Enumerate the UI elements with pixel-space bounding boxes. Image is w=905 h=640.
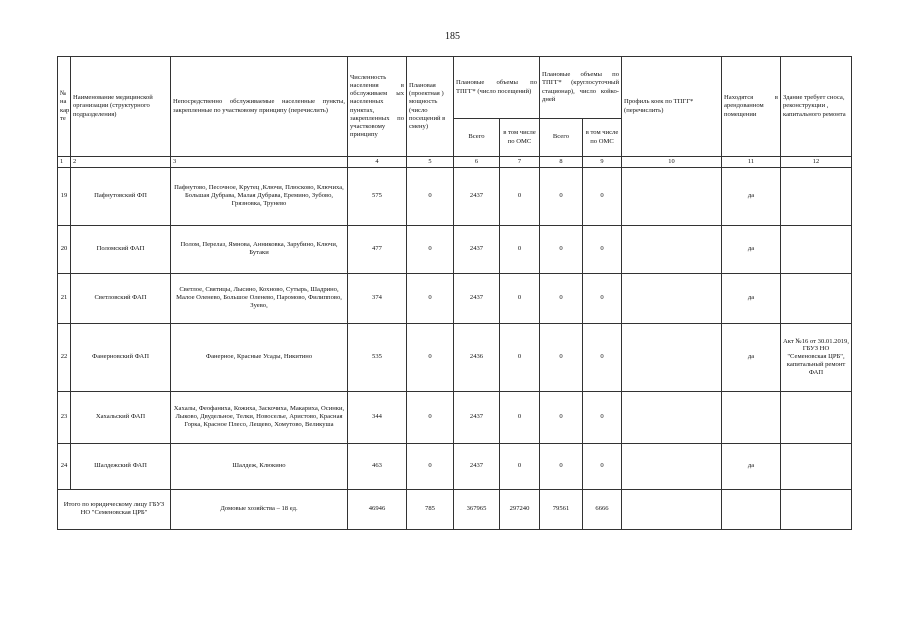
- total-bed-profile: [622, 489, 722, 529]
- beds-total: 0: [540, 273, 583, 323]
- beds-oms: 0: [583, 167, 622, 225]
- row-number: 23: [58, 391, 71, 443]
- visits-total: 2437: [454, 391, 500, 443]
- total-settlements: Домовые хозяйства – 18 ед.: [171, 489, 348, 529]
- settlements: Шалдеж, Клюкино: [171, 443, 348, 489]
- org-name: Хахальский ФАП: [71, 391, 171, 443]
- visits-oms: 0: [500, 443, 540, 489]
- settlements: Пафнутово, Песочное, Крутец ,Ключи, Плюсково, Ключиха, Большая Дубрава, Малая Дубрава, Еремино, Зубово, Грязновка, Трунево: [171, 167, 348, 225]
- rented: да: [722, 225, 781, 273]
- capacity: 0: [407, 273, 454, 323]
- header-capacity: Плановая (проектная ) мощность (число посещений в смену): [407, 57, 454, 157]
- total-beds-oms: 6666: [583, 489, 622, 529]
- bed-profile: [622, 323, 722, 391]
- visits-oms: 0: [500, 225, 540, 273]
- page-number: 185: [445, 31, 460, 42]
- row-number: 19: [58, 167, 71, 225]
- beds-total: 0: [540, 225, 583, 273]
- population: 575: [348, 167, 407, 225]
- population: 477: [348, 225, 407, 273]
- org-name: Шалдежский ФАП: [71, 443, 171, 489]
- capacity: 0: [407, 225, 454, 273]
- column-number: 8: [540, 157, 583, 168]
- capacity: 0: [407, 391, 454, 443]
- beds-total: 0: [540, 391, 583, 443]
- settlements: Фанерное, Красные Усады, Никитино: [171, 323, 348, 391]
- total-beds-total: 79561: [540, 489, 583, 529]
- table-row: [58, 167, 852, 225]
- bed-profile: [622, 391, 722, 443]
- visits-oms: 0: [500, 273, 540, 323]
- population: 344: [348, 391, 407, 443]
- total-visits-oms: 297240: [500, 489, 540, 529]
- column-number: 12: [781, 157, 852, 168]
- visits-total: 2437: [454, 443, 500, 489]
- settlements: Светлое, Святицы, Лысино, Кохново, Сутырь, Шадрино, Малое Оленево, Большое Оленево, Паромово, Филиппово, Зуево,: [171, 273, 348, 323]
- column-number: 10: [622, 157, 722, 168]
- total-repair: [781, 489, 852, 529]
- total-rented: [722, 489, 781, 529]
- header-beds-volume: Плановые объемы по ТПГГ* (круглосуточный стационар), число койко-дней: [540, 57, 622, 119]
- capacity: 0: [407, 323, 454, 391]
- column-number: 3: [171, 157, 348, 168]
- repair-note: [781, 225, 852, 273]
- column-number: 9: [583, 157, 622, 168]
- settlements: Полом, Перелаз, Ямнова, Анниковка, Зарубино, Ключи, Бутаки: [171, 225, 348, 273]
- beds-oms: 0: [583, 273, 622, 323]
- settlements: Хахалы, Феофаниха, Кожиха, Заскочиха, Макариха, Осинки, Лыково, Двудельное, Телки, Новоселье, Аристово, Красная Горка, Красное Плесо, Лещево, Хомутово, Великуша: [171, 391, 348, 443]
- visits-total: 2437: [454, 273, 500, 323]
- beds-oms: 0: [583, 443, 622, 489]
- beds-total: 0: [540, 443, 583, 489]
- repair-note: [781, 391, 852, 443]
- header-repair: Здание требует сноса, реконструкции , капитального ремонта: [781, 57, 852, 157]
- bed-profile: [622, 443, 722, 489]
- table-row: [58, 273, 852, 323]
- beds-oms: 0: [583, 391, 622, 443]
- org-name: Пафнутовский ФП: [71, 167, 171, 225]
- header-beds-oms: в том числе по ОМС: [583, 119, 622, 157]
- row-number: 22: [58, 323, 71, 391]
- beds-total: 0: [540, 323, 583, 391]
- beds-oms: 0: [583, 323, 622, 391]
- column-number: 7: [500, 157, 540, 168]
- visits-total: 2437: [454, 225, 500, 273]
- header-settlements: Непосредственно обслуживаемые населенные пункты, закрепленные по участковому принципу (перечислить): [171, 57, 348, 157]
- org-name: Фанерновский ФАП: [71, 323, 171, 391]
- column-number: 6: [454, 157, 500, 168]
- table-row: [58, 225, 852, 273]
- total-capacity: 785: [407, 489, 454, 529]
- repair-note: Акт №16 от 30.01.2019, ГБУЗ НО "Семеновская ЦРБ", капитальный ремонт ФАП: [781, 323, 852, 391]
- header-visits-oms: в том числе по ОМС: [500, 119, 540, 157]
- row-number: 24: [58, 443, 71, 489]
- bed-profile: [622, 273, 722, 323]
- visits-total: 2437: [454, 167, 500, 225]
- row-number: 20: [58, 225, 71, 273]
- header-bed-profile: Профиль коек по ТПГГ* (перечислить): [622, 57, 722, 157]
- visits-oms: 0: [500, 323, 540, 391]
- rented: [722, 391, 781, 443]
- column-number: 2: [71, 157, 171, 168]
- org-name: Поломский ФАП: [71, 225, 171, 273]
- rented: да: [722, 443, 781, 489]
- header-org-name: Наименование медицинской организации (структурного подразделения): [71, 57, 171, 157]
- header-population: Численность населения в обслуживаем ых населенных пунктах, закрепленных по участковому принципу: [348, 57, 407, 157]
- header-visits-volume: Плановые объемы по ТПГГ* (число посещений): [454, 57, 540, 119]
- total-population: 46946: [348, 489, 407, 529]
- total-label: Итого по юридическому лицу ГБУЗ НО "Семеновская ЦРБ": [58, 489, 171, 529]
- bed-profile: [622, 225, 722, 273]
- repair-note: [781, 443, 852, 489]
- population: 535: [348, 323, 407, 391]
- repair-note: [781, 167, 852, 225]
- facilities-table: [57, 56, 852, 530]
- table-row: [58, 323, 852, 391]
- rented: да: [722, 273, 781, 323]
- total-row: [58, 489, 852, 529]
- column-number-row: [58, 157, 852, 168]
- repair-note: [781, 273, 852, 323]
- header-visits-total: Всего: [454, 119, 500, 157]
- population: 374: [348, 273, 407, 323]
- row-number: 21: [58, 273, 71, 323]
- population: 463: [348, 443, 407, 489]
- column-number: 5: [407, 157, 454, 168]
- visits-oms: 0: [500, 391, 540, 443]
- bed-profile: [622, 167, 722, 225]
- capacity: 0: [407, 167, 454, 225]
- capacity: 0: [407, 443, 454, 489]
- table-row: [58, 391, 852, 443]
- column-number: 11: [722, 157, 781, 168]
- rented: да: [722, 167, 781, 225]
- header-beds-total: Всего: [540, 119, 583, 157]
- header-num: № на кар те: [58, 57, 71, 157]
- visits-total: 2436: [454, 323, 500, 391]
- beds-total: 0: [540, 167, 583, 225]
- column-number: 4: [348, 157, 407, 168]
- column-number: 1: [58, 157, 71, 168]
- table-row: [58, 443, 852, 489]
- visits-oms: 0: [500, 167, 540, 225]
- org-name: Светловский ФАП: [71, 273, 171, 323]
- beds-oms: 0: [583, 225, 622, 273]
- total-visits-total: 367965: [454, 489, 500, 529]
- rented: да: [722, 323, 781, 391]
- header-rented: Находятся в арендованном помещении: [722, 57, 781, 157]
